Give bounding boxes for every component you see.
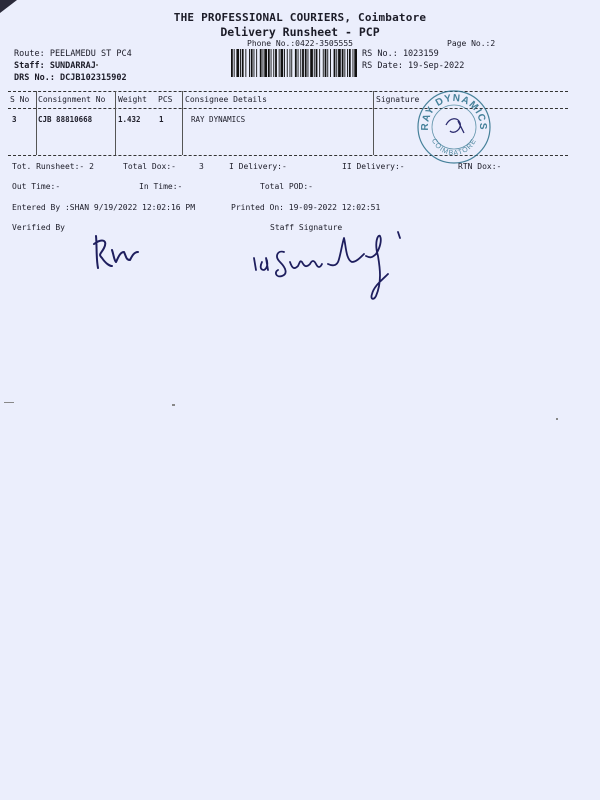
total-dox-value: 3	[199, 162, 204, 171]
cell-pcs: 1	[159, 115, 164, 124]
barcode-bar	[275, 49, 277, 77]
drs-number: DRS No.: DCJB102315902	[14, 73, 127, 83]
header-weight: Weight	[118, 95, 147, 104]
header-consignee-details: Consignee Details	[185, 95, 267, 104]
column-divider	[115, 91, 116, 155]
header-pcs: PCS	[158, 95, 173, 104]
rs-number: RS No.: 1023159	[362, 49, 439, 59]
barcode-bar	[242, 49, 244, 77]
printed-on: Printed On: 19-09-2022 12:02:51	[231, 203, 381, 212]
barcode-bar	[234, 49, 235, 77]
barcode-bar	[298, 49, 299, 77]
barcode-bar	[245, 49, 246, 77]
cell-weight: 1.432	[118, 115, 141, 124]
document-title: Delivery Runsheet - PCP	[220, 25, 380, 39]
barcode-bar	[336, 49, 337, 77]
barcode-bar	[251, 49, 253, 77]
barcode-bar	[287, 49, 288, 77]
out-time: Out Time:-	[12, 182, 61, 191]
verifier-signature	[88, 230, 148, 274]
barcode-bar	[290, 49, 291, 77]
cell-consignment-no: CJB 88810668	[38, 115, 93, 124]
barcode-bar	[249, 49, 250, 77]
barcode-bar	[271, 49, 272, 77]
barcode-bar	[330, 49, 331, 77]
barcode-bar	[353, 49, 354, 77]
barcode-bar	[349, 49, 351, 77]
ii-delivery: II Delivery:-	[342, 162, 405, 171]
barcode-bar	[279, 49, 280, 77]
barcode-bar	[256, 49, 257, 77]
barcode-bar	[310, 49, 313, 77]
barcode-bar	[302, 49, 304, 77]
staff-label: Staff: SUNDARRAJ	[14, 61, 96, 71]
total-runsheet: Tot. Runsheet:- 2	[12, 162, 94, 171]
barcode-bar	[323, 49, 324, 77]
barcode-bar	[295, 49, 297, 77]
barcode-bar	[284, 49, 285, 77]
barcode-bar	[268, 49, 270, 77]
barcode	[230, 49, 357, 77]
barcode-bar	[334, 49, 336, 77]
stamp-top-text: RAY DYNAMICS	[419, 92, 489, 131]
barcode-bar	[260, 49, 262, 77]
rtn-dox: RTN Dox:-	[458, 162, 502, 171]
route-label: Route: PEELAMEDU ST PC4	[14, 49, 132, 59]
barcode-bar	[342, 49, 344, 77]
barcode-bar	[305, 49, 307, 77]
column-divider	[36, 91, 37, 155]
barcode-bar	[281, 49, 284, 77]
scan-speck	[96, 64, 98, 66]
barcode-bar	[264, 49, 267, 77]
verified-by-label: Verified By	[12, 223, 65, 232]
stamp-bottom-text: COIMBATORE	[429, 137, 479, 158]
barcode-bar	[354, 49, 357, 77]
barcode-bar	[236, 49, 239, 77]
in-time: In Time:-	[139, 182, 183, 191]
column-divider	[373, 91, 374, 155]
scan-speck	[556, 418, 558, 420]
rs-date: RS Date: 19-Sep-2022	[362, 61, 465, 71]
cell-consignee: RAY DYNAMICS	[191, 115, 246, 124]
company-stamp	[414, 87, 494, 165]
svg-text:RAY DYNAMICS	[420, 93, 488, 131]
barcode-bar	[263, 49, 264, 77]
entered-by: Entered By :SHAN 9/19/2022 12:02:16 PM	[12, 203, 196, 212]
barcode-bar	[347, 49, 348, 77]
total-dox-label: Total Dox:-	[123, 162, 176, 171]
header-signature: Signature	[376, 95, 420, 104]
barcode-bar	[344, 49, 345, 77]
barcode-bar	[308, 49, 309, 77]
company-name: THE PROFESSIONAL COURIERS, Coimbatore	[173, 11, 427, 24]
barcode-bar	[231, 49, 233, 77]
barcode-bar	[325, 49, 327, 77]
barcode-bar	[273, 49, 274, 77]
column-divider	[182, 91, 183, 155]
staff-signature	[248, 222, 418, 302]
barcode-bar	[338, 49, 341, 77]
header-consignment-no: Consignment No	[38, 95, 106, 104]
scan-speck	[172, 404, 175, 406]
scan-speck	[4, 402, 14, 403]
svg-text:COIMBATORE	[430, 138, 478, 157]
barcode-bar	[254, 49, 255, 77]
total-pod: Total POD:-	[260, 182, 313, 191]
staff-signature-label: Staff Signature	[270, 223, 343, 232]
barcode-bar	[319, 49, 320, 77]
cell-s-no: 3	[12, 115, 17, 124]
barcode-bar	[316, 49, 318, 77]
barcode-bar	[314, 49, 315, 77]
i-delivery: I Delivery:-	[229, 162, 287, 171]
barcode-bar	[300, 49, 301, 77]
header-s-no: S No	[10, 95, 30, 104]
barcode-bar	[240, 49, 241, 77]
phone-number: Phone No.:0422-3505555	[247, 39, 353, 48]
barcode-bar	[327, 49, 328, 77]
page-number: Page No.:2	[447, 39, 496, 48]
barcode-bar	[291, 49, 292, 77]
